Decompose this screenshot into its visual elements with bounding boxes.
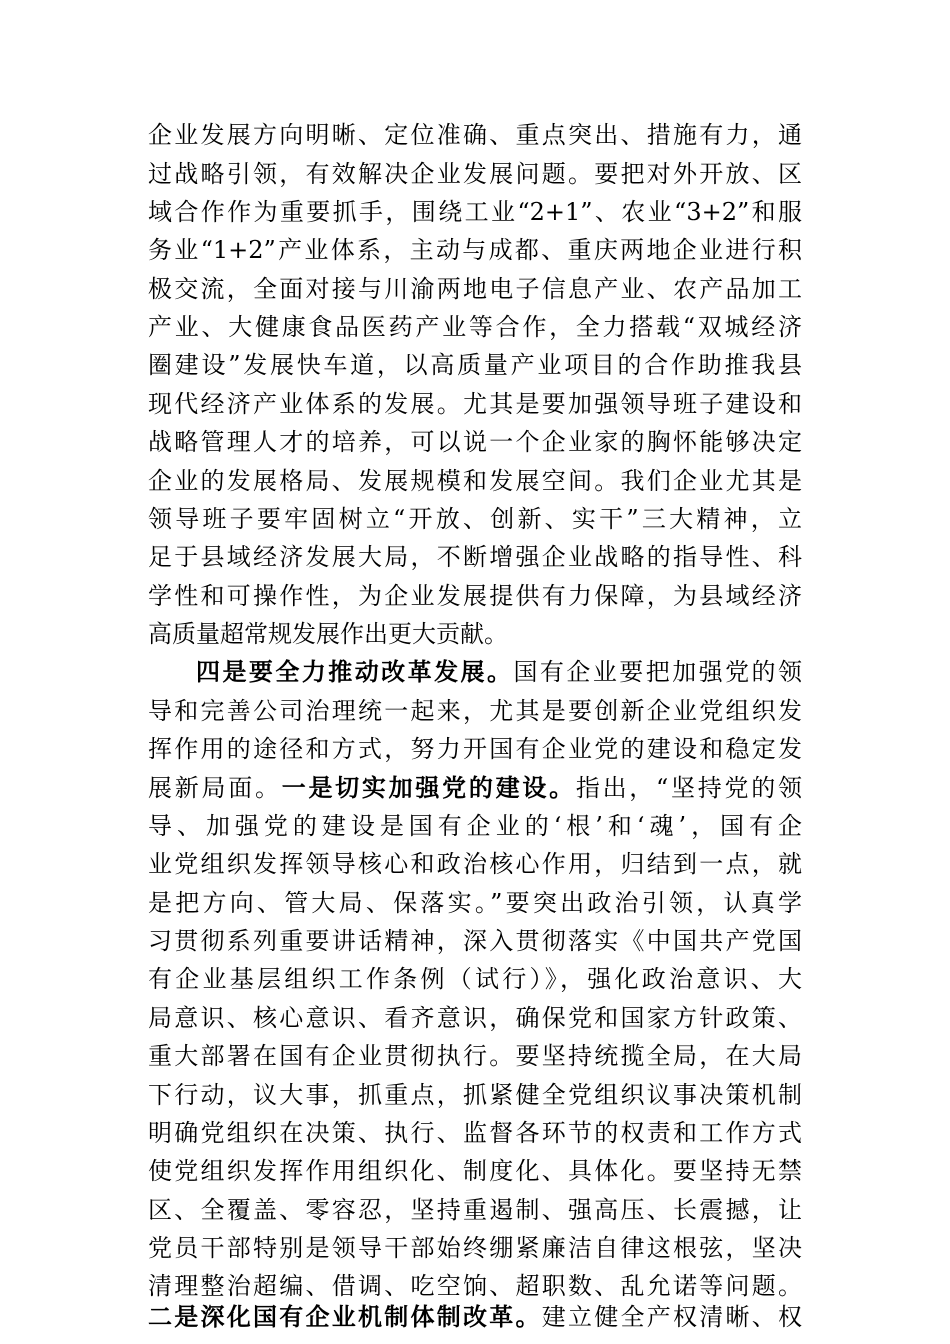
- line-text: 企业发展方向明晰、定位准确、重点突出、措施有力，通: [148, 121, 802, 149]
- text-line: [148, 1190, 802, 1230]
- text-line: [196, 652, 802, 692]
- text-line: [148, 1151, 802, 1191]
- text-line: [148, 883, 802, 923]
- line-text: 导、加强党的建设是国有企业的‘根’和‘魂’，国有企: [148, 812, 802, 840]
- line-text: 展新局面。: [148, 774, 282, 802]
- text-line: [148, 461, 802, 501]
- text-line: [148, 576, 802, 616]
- line-text: 习贯彻系列重要讲话精神，深入贯彻落实《中国共产党国: [148, 927, 802, 955]
- line-text: 圈建设”发展快车道，以高质量产业项目的合作助推我县: [148, 351, 802, 379]
- line-text: 足于县域经济发展大局，不断增强企业战略的指导性、科: [148, 543, 802, 571]
- line-text: 区、全覆盖、零容忍，坚持重遏制、强高压、长震撼，让: [148, 1196, 802, 1224]
- line-text: 领导班子要牢固树立“开放、创新、实干”三大精神，立: [148, 505, 802, 533]
- text-line: [148, 691, 802, 731]
- text-line: [148, 345, 802, 385]
- line-text: 导和完善公司治理统一起来，尤其是要创新企业党组织发: [148, 697, 802, 725]
- line-text: 党员干部特别是领导干部始终绷紧廉洁自律这根弦，坚决: [148, 1234, 802, 1262]
- line-text: 学性和可操作性，为企业发展提供有力保障，为县域经济: [148, 582, 802, 610]
- line-text: 局意识、核心意识、看齐意识，确保党和国家方针政策、: [148, 1004, 802, 1032]
- text-line: [148, 614, 802, 654]
- line-text: 过战略引领，有效解决企业发展问题。要把对外开放、区: [148, 160, 802, 188]
- line-text: 重大部署在国有企业贯彻执行。要坚持统揽全局，在大局: [148, 1042, 802, 1070]
- text-line: [148, 1228, 802, 1268]
- line-text: 是把方向、管大局、保落实。”要突出政治引领，认真学: [148, 889, 802, 917]
- text-line: [148, 1113, 802, 1153]
- text-line: [148, 768, 802, 808]
- line-text: 挥作用的途径和方式，努力开国有企业党的建设和稳定发: [148, 735, 802, 763]
- subheading-2: 二是深化国有企业机制体制改革。: [148, 1302, 542, 1331]
- text-line: [148, 1036, 802, 1076]
- text-line: [148, 998, 802, 1038]
- subheading-1: 一是切实加强党的建设。: [281, 773, 576, 802]
- text-line: [148, 192, 802, 232]
- line-text: 极交流，全面对接与川渝两地电子信息产业、农产品加工: [148, 275, 802, 303]
- line-text: 使党组织发挥作用组织化、制度化、具体化。要坚持无禁: [148, 1157, 802, 1185]
- text-line: [148, 806, 802, 846]
- text-line: [148, 1075, 802, 1115]
- line-text: 明确党组织在决策、执行、监督各环节的权责和工作方式: [148, 1119, 802, 1147]
- text-line: [148, 154, 802, 194]
- text-line: [148, 384, 802, 424]
- line-text: 业党组织发挥领导核心和政治核心作用，归结到一点，就: [148, 850, 802, 878]
- line-text: 国有企业要把加强党的领: [513, 658, 803, 686]
- text-line: [148, 269, 802, 309]
- text-line: [148, 921, 802, 961]
- line-text: 下行动，议大事，抓重点，抓紧健全党组织议事决策机制: [148, 1081, 802, 1109]
- text-line: [148, 422, 802, 462]
- line-text: 域合作作为重要抓手，围绕工业“2+1”、农业“3+2”和服: [148, 198, 802, 226]
- text-line: [148, 537, 802, 577]
- line-text: 产业、大健康食品医药产业等合作，全力搭载“双城经济: [148, 313, 802, 341]
- text-line: [148, 115, 802, 155]
- line-text: 清理整治超编、借调、吃空饷、超职数、乱允诺等问题。: [148, 1272, 802, 1300]
- line-text: 有企业基层组织工作条例（试行）》，强化政治意识、大: [148, 965, 802, 993]
- section-heading-4: 四是要全力推动改革发展。: [196, 657, 514, 686]
- line-text: 务业“1+2”产业体系，主动与成都、重庆两地企业进行积: [148, 236, 802, 264]
- line-text: 战略管理人才的培养，可以说一个企业家的胸怀能够决定: [148, 428, 802, 456]
- text-line: [148, 844, 802, 884]
- line-text: 建立健全产权清晰、权: [541, 1303, 802, 1331]
- text-line: [148, 499, 802, 539]
- text-line: [148, 959, 802, 999]
- text-line: [148, 307, 802, 347]
- line-text: 高质量超常规发展作出更大贡献。: [148, 620, 508, 648]
- line-text: 指出，“坚持党的领: [575, 774, 803, 802]
- line-text: 现代经济产业体系的发展。尤其是要加强领导班子建设和: [148, 390, 802, 418]
- text-line: [148, 729, 802, 769]
- text-line: [148, 230, 802, 270]
- line-text: 企业的发展格局、发展规模和发展空间。我们企业尤其是: [148, 467, 802, 495]
- text-line: [148, 1297, 802, 1337]
